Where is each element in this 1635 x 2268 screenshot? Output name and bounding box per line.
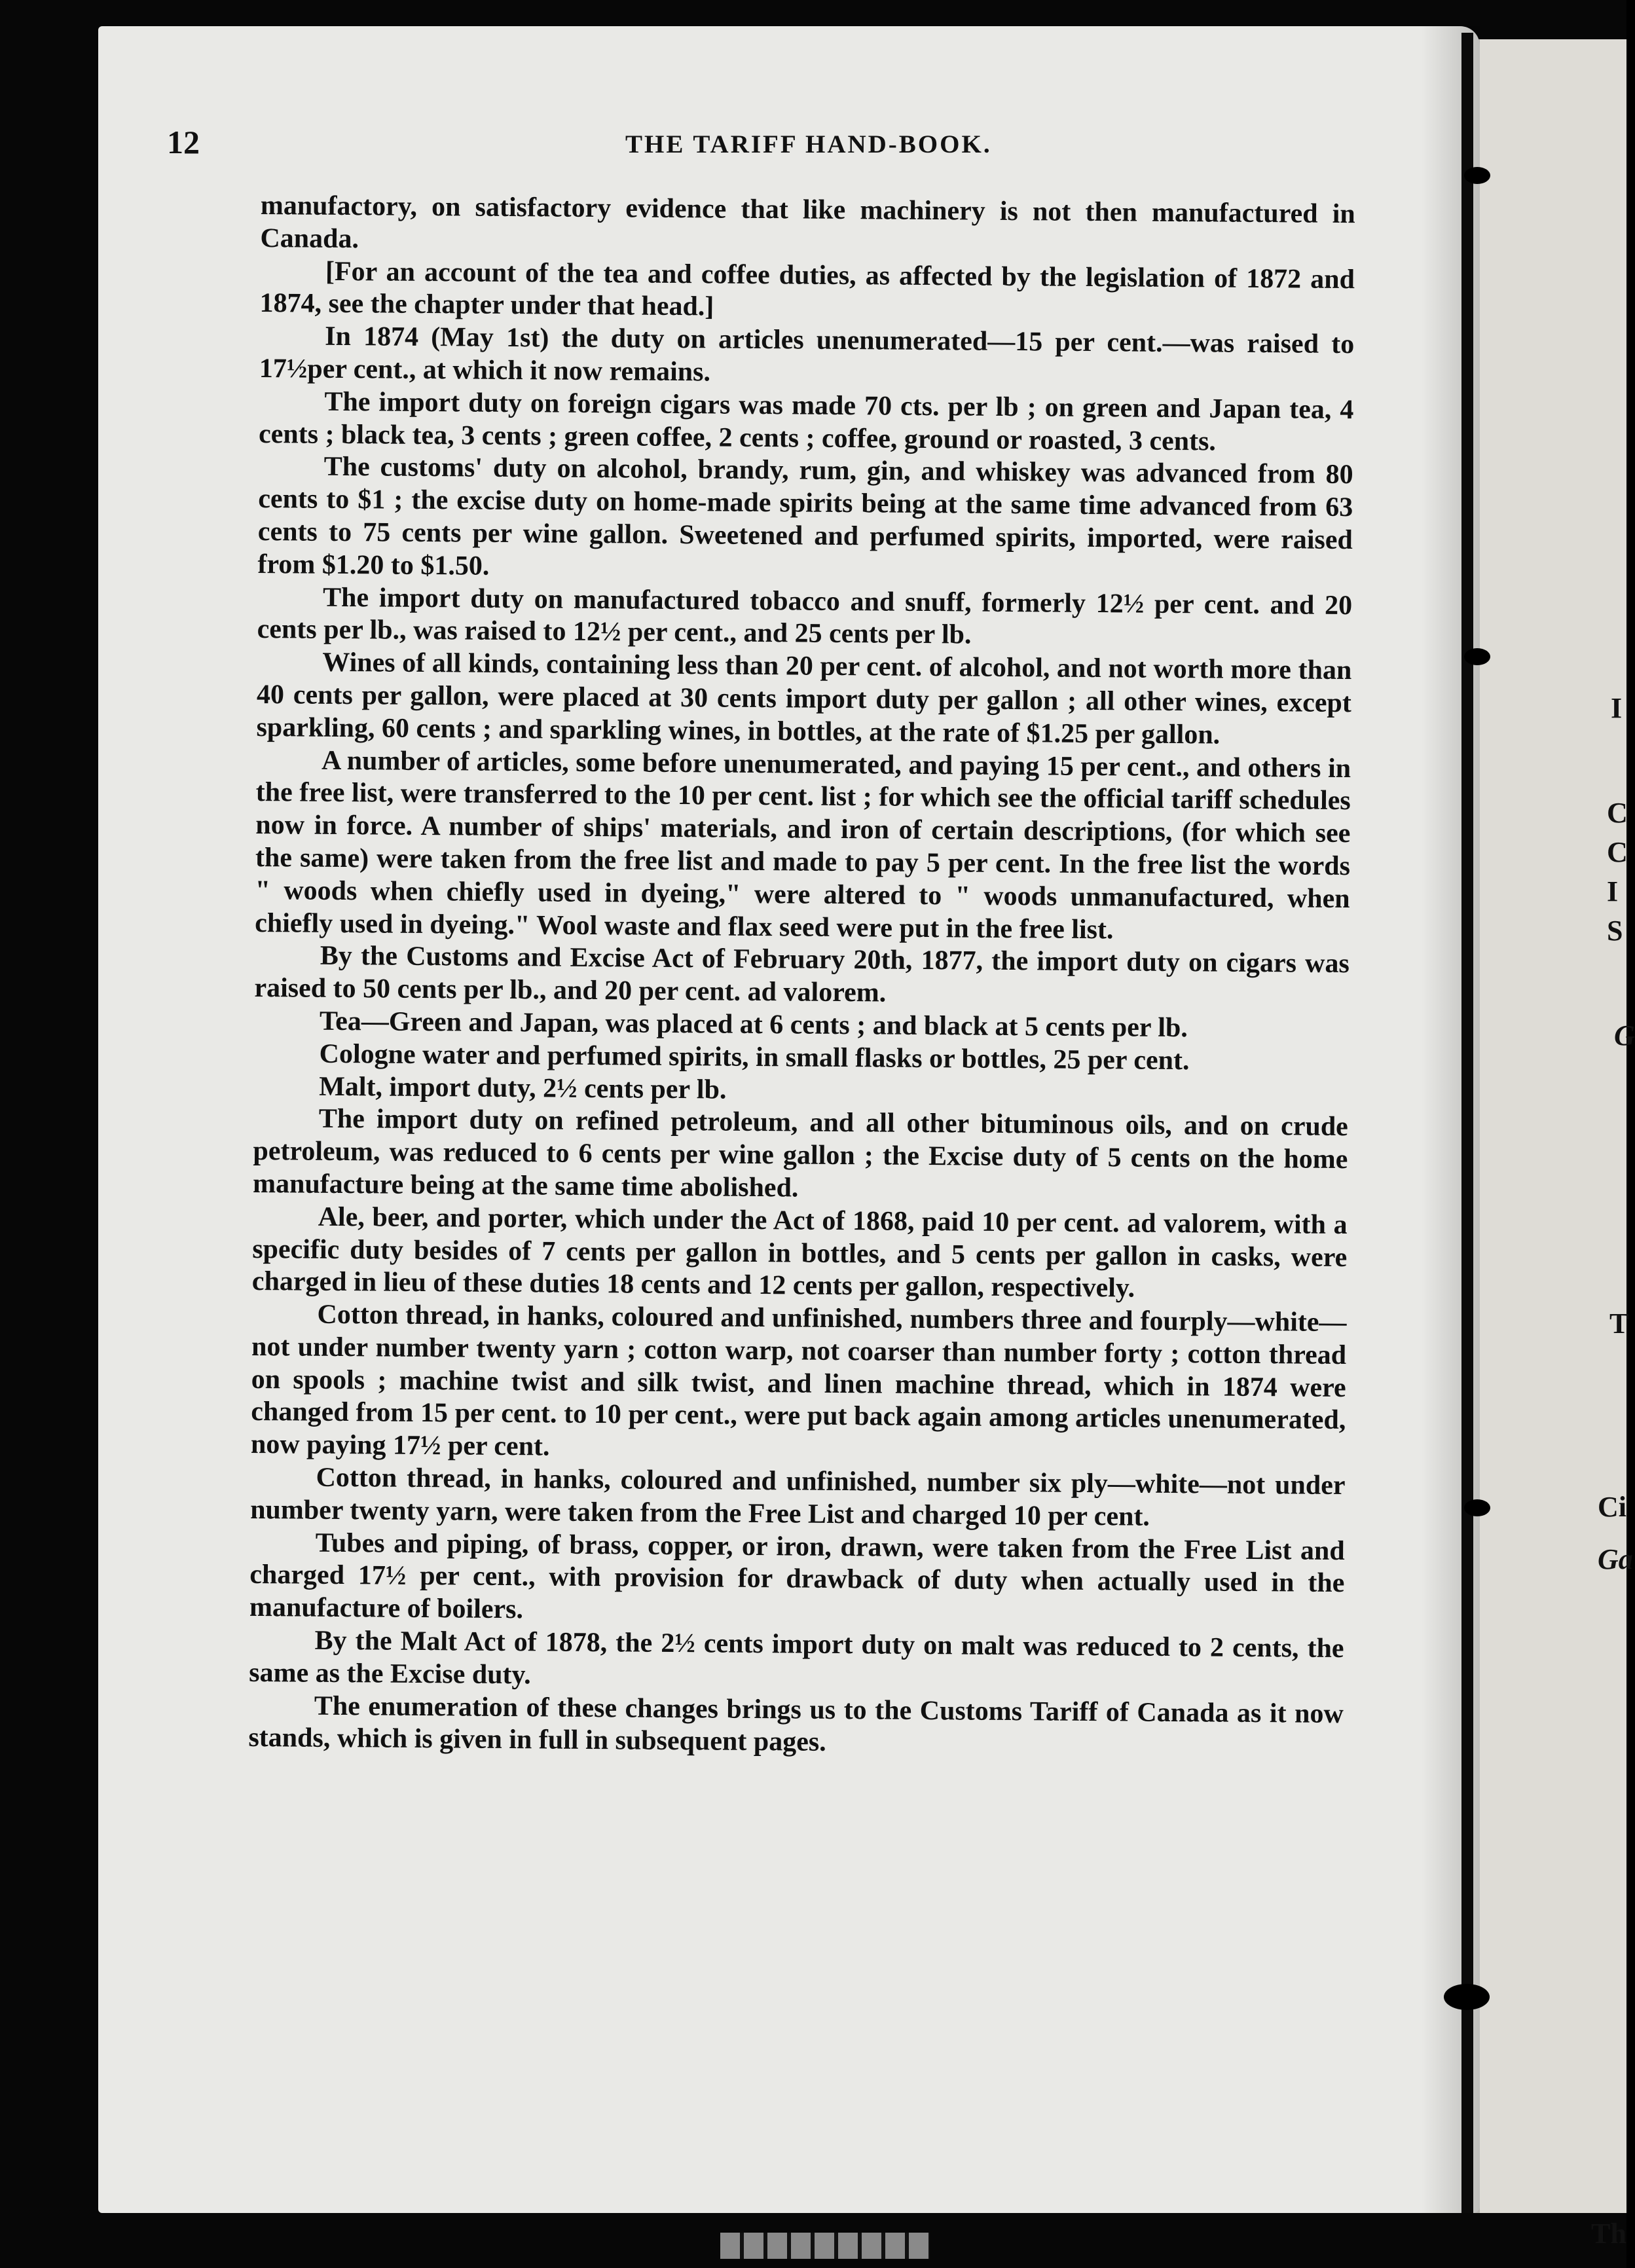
paragraph: Tea—Green and Japan, was placed at 6 cents ; and black at 5 cents per lb. xyxy=(319,1006,1188,1044)
adjacent-page-fragment: T xyxy=(1609,1308,1629,1340)
paragraph: The import duty on manufactured tobacco and snuff, formerly 12½ per cent. and 20 cents per lb., was raised to 12½ per cent., and 25 cents per lb. xyxy=(257,582,1353,650)
paragraph: The import duty on refined petroleum, and all other bituminous oils, and on crude petroleum, was reduced to 6 cents per wine gallon ; the Excise duty of 5 cents on the home manufacture being at the same time abolished. xyxy=(252,1104,1348,1203)
paragraph: Ale, beer, and porter, which under the Act of 1868, paid 10 per cent. ad valorem, with a specific duty besides of 7 cents per gallon in bottles, and 5 cents per gallon in casks, were charged in lieu of these duties 18 cents and 12 cents per gallon, respectively. xyxy=(251,1201,1348,1304)
adjacent-page-fragment: S xyxy=(1607,915,1623,947)
paragraph: The enumeration of these changes brings us to the Customs Tariff of Canada as it now stands, which is given in full in subsequent pages. xyxy=(248,1691,1344,1758)
paragraph: Cologne water and perfumed spirits, in small flasks or bottles, 25 per cent. xyxy=(319,1038,1190,1076)
page-gutter xyxy=(1461,33,1473,2213)
binding-stitch xyxy=(1464,1499,1490,1516)
paragraph: Wines of all kinds, containing less than 20 per cent. of alcohol, and not worth more than 40 cents per gallon, were placed at 30 cents import duty per gallon ; all other wines, except sparkling, 60 cents ; and sparkling wines, in bottles, at the rate of $1.25 per gallon. xyxy=(256,647,1352,750)
binding-edge xyxy=(720,2233,930,2259)
paragraph: manufactory, on satisfactory evidence that like machinery is not then manufactured in Canada. xyxy=(260,190,1355,254)
page-number: 12 xyxy=(167,124,200,160)
paragraph: Cotton thread, in hanks, coloured and unfinished, number six ply—white—not under number twenty yarn, were taken from the Free List and charged 10 per cent. xyxy=(249,1462,1346,1532)
body-text xyxy=(248,190,1355,1763)
adjacent-page-fragment: I xyxy=(1607,875,1619,907)
paragraph: Cotton thread, in hanks, coloured and unfinished, numbers three and fourply—white—not under number twenty yarn ; cotton warp, not coarser than number forty ; cotton thread on spools ; machine twist and silk twist, and linen machine thread, which in 1874 were changed from 15 per cent. to 10 per cent., were put back again among articles unenumerated, now paying 17½ per cent. xyxy=(250,1299,1347,1462)
paragraph: By the Customs and Excise Act of February 20th, 1877, the import duty on cigars was raised to 50 cents per lb., and 20 per cent. ad valorem. xyxy=(254,941,1350,1008)
adjacent-page-fragment: C xyxy=(1607,836,1628,868)
page-header xyxy=(167,123,1411,169)
adjacent-page-fragment: Ci xyxy=(1598,1491,1626,1523)
adjacent-page-fragment: I xyxy=(1611,692,1623,724)
paragraph: The customs' duty on alcohol, brandy, rum, gin, and whiskey was advanced from 80 cents to $1 ; the excise duty on home-made spirits being at the same time advanced from 63 cents to 75 cents per wine gallon. Sweetened and perfumed spirits, imported, were raised from $1.20 to $1.50. xyxy=(257,452,1353,581)
adjacent-page-fragment: C xyxy=(1607,797,1628,829)
binding-stitch xyxy=(1444,1984,1490,2010)
paragraph: By the Malt Act of 1878, the 2½ cents import duty on malt was reduced to 2 cents, the same as the Excise duty. xyxy=(249,1625,1344,1691)
adjacent-page-fragment: G xyxy=(1614,1019,1635,1052)
adjacent-page-fragment: Ga xyxy=(1598,1543,1633,1575)
running-title: THE TARIFF HAND-BOOK. xyxy=(625,130,992,158)
paragraph: The import duty on foreign cigars was made 70 cts. per lb ; on green and Japan tea, 4 cents ; black tea, 3 cents ; green coffee, 2 cents ; coffee, ground or roasted, 3 cents. xyxy=(258,386,1354,457)
adjacent-page xyxy=(1473,39,1635,2250)
binding-stitch xyxy=(1464,167,1490,184)
paragraph: [For an account of the tea and coffee duties, as affected by the legislation of 1872 and 1874, see the chapter under that head.] xyxy=(259,256,1355,322)
adjacent-page-fragment: Th xyxy=(1591,2218,1626,2250)
paragraph: In 1874 (May 1st) the duty on articles unenumerated—15 per cent.—was raised to 17½per cent., at which it now remains. xyxy=(259,321,1355,388)
paragraph: Tubes and piping, of brass, copper, or iron, drawn, were taken from the Free List and charged 17½ per cent., with provision for drawback of duty when actually used in the manufacture of boilers. xyxy=(249,1527,1345,1625)
binding-stitch xyxy=(1464,648,1490,665)
paragraph: A number of articles, some before unenumerated, and paying 15 per cent., and others in the free list, were transferred to the 10 per cent. list ; for which see the official tariff schedules now in force. A number of ships' materials, and iron of certain descriptions, (for which see the same) were taken from the free list and made to pay 5 per cent. In the free list the words " woods when chiefly used in dyeing," were altered to " woods unmanufactured, when chiefly used in dyeing." Wool waste and flax seed were put in the free list. xyxy=(255,745,1351,945)
paragraph: Malt, import duty, 2½ cents per lb. xyxy=(319,1071,727,1105)
